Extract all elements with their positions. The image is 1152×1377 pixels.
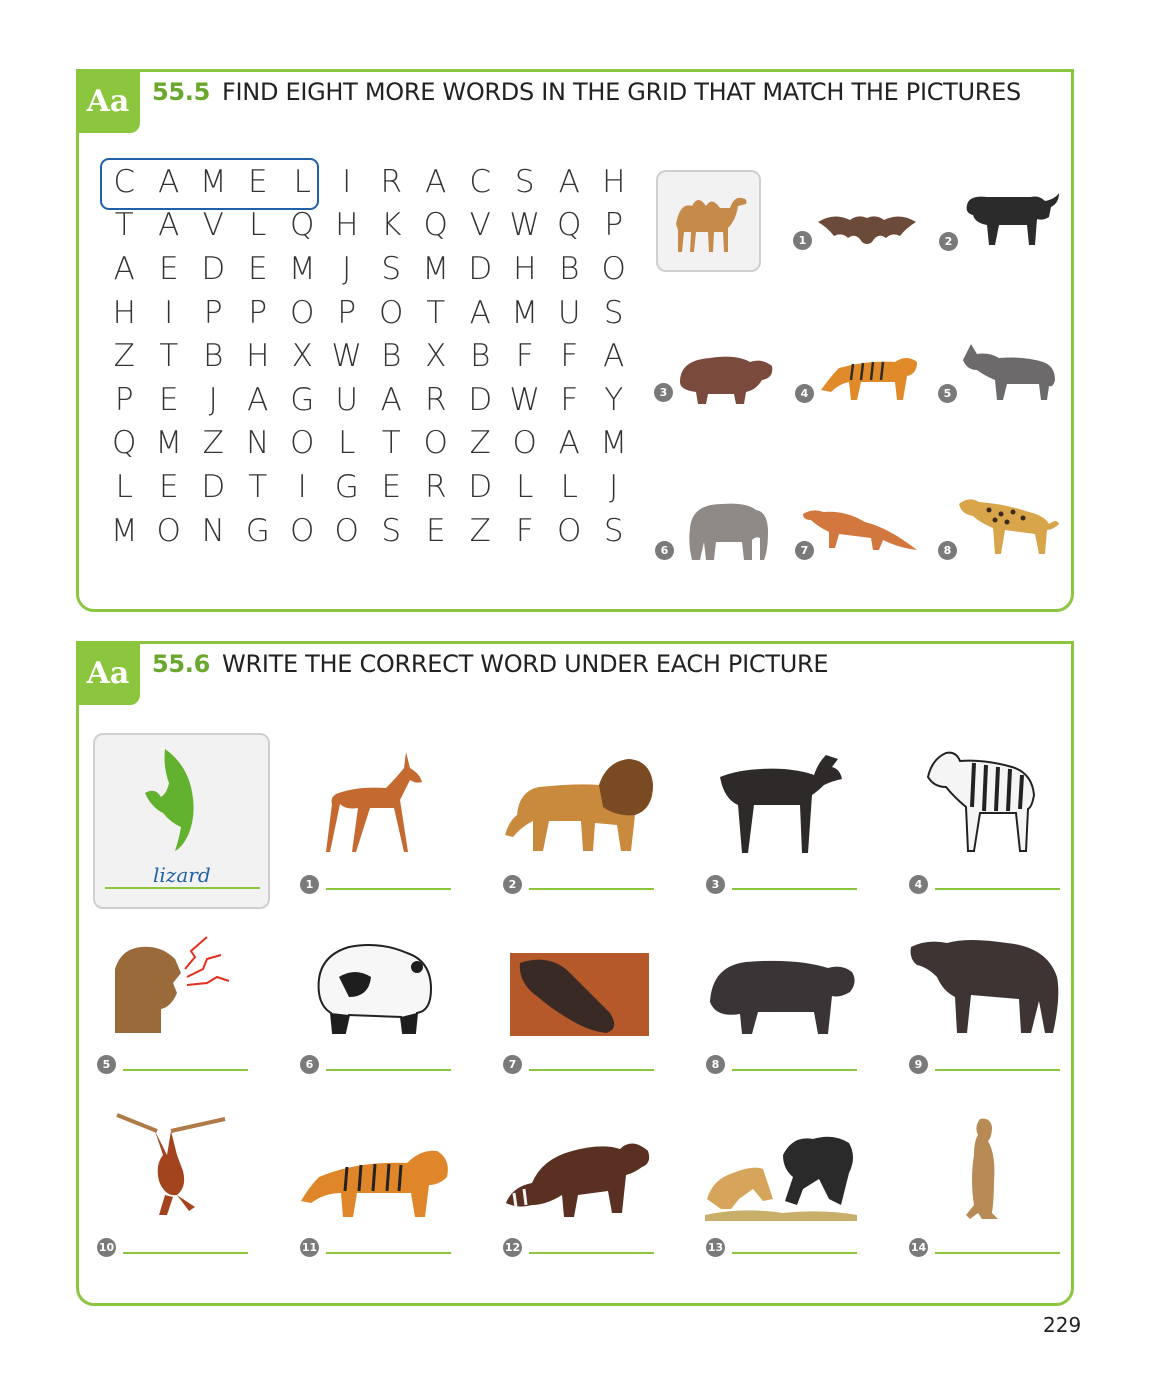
item-number-4: 4: [909, 875, 928, 894]
grid-letter[interactable]: H: [335, 207, 359, 244]
answer-line-6[interactable]: [326, 1069, 451, 1071]
exercise-title: [152, 650, 828, 678]
grid-letter[interactable]: T: [381, 425, 401, 462]
answer-line-12[interactable]: [529, 1252, 654, 1254]
grid-row: [102, 247, 636, 291]
grid-letter[interactable]: A: [113, 250, 135, 287]
grid-letter[interactable]: S: [381, 250, 402, 287]
moose-icon: [714, 751, 846, 857]
grid-letter[interactable]: S: [514, 163, 535, 200]
answer-line-10[interactable]: [123, 1252, 248, 1254]
grid-letter[interactable]: E: [158, 381, 179, 418]
grid-letter[interactable]: L: [560, 468, 578, 505]
grid-row: [102, 334, 636, 378]
zebra-icon: [924, 747, 1040, 855]
grid-letter[interactable]: W: [509, 207, 541, 244]
grid-letter[interactable]: E: [247, 250, 268, 287]
grid-letter[interactable]: F: [515, 338, 534, 375]
lion-icon: [499, 751, 657, 859]
grid-letter[interactable]: G: [290, 381, 315, 418]
grid-letter[interactable]: E: [425, 512, 446, 549]
item-number-2: 2: [503, 875, 522, 894]
grid-letter[interactable]: E: [247, 163, 268, 200]
grid-letter[interactable]: T: [159, 338, 179, 375]
item-number-12: 12: [503, 1238, 522, 1257]
grid-letter[interactable]: J: [208, 381, 218, 418]
grid-letter[interactable]: L: [249, 207, 267, 244]
grid-letter[interactable]: I: [164, 294, 174, 331]
grid-letter[interactable]: H: [246, 338, 270, 375]
buffalo-icon: [959, 189, 1063, 249]
grid-letter[interactable]: G: [245, 512, 270, 549]
grid-letter[interactable]: O: [423, 425, 448, 462]
grid-letter[interactable]: G: [334, 468, 359, 505]
grid-letter[interactable]: P: [337, 294, 357, 331]
grid-row: [102, 291, 636, 335]
grid-letter[interactable]: L: [115, 468, 133, 505]
grid-letter[interactable]: S: [603, 512, 624, 549]
grid-letter[interactable]: A: [469, 294, 491, 331]
grid-letter[interactable]: A: [380, 381, 402, 418]
grid-letter[interactable]: O: [334, 512, 359, 549]
item-number-3: 3: [706, 875, 725, 894]
grid-letter[interactable]: Z: [113, 338, 135, 375]
grid-letter[interactable]: N: [246, 425, 270, 462]
answer-line-5[interactable]: [123, 1069, 248, 1071]
item-number-9: 9: [909, 1055, 928, 1074]
grid-letter[interactable]: O: [601, 250, 626, 287]
grid-letter[interactable]: D: [468, 468, 493, 505]
answer-line-8[interactable]: [732, 1069, 857, 1071]
grid-letter[interactable]: M: [511, 294, 539, 331]
lion-hunting-buffalo-icon: [703, 1129, 859, 1221]
grid-letter[interactable]: T: [426, 294, 446, 331]
picture-number-6: 6: [655, 541, 674, 560]
grid-letter[interactable]: U: [557, 294, 581, 331]
wolf-icon: [959, 340, 1059, 404]
grid-letter[interactable]: O: [512, 425, 537, 462]
answer-line-4[interactable]: [935, 888, 1060, 890]
exercise-number: 55.6: [152, 650, 211, 678]
answer-line-11[interactable]: [326, 1252, 451, 1254]
grid-letter[interactable]: Z: [202, 425, 224, 462]
grid-letter[interactable]: P: [604, 207, 624, 244]
grid-letter[interactable]: H: [513, 250, 537, 287]
grid-letter[interactable]: X: [291, 338, 313, 375]
grid-letter[interactable]: M: [422, 250, 450, 287]
grid-row: [102, 509, 636, 553]
vocabulary-badge: Aa: [76, 641, 140, 705]
grid-letter[interactable]: E: [158, 250, 179, 287]
grid-letter[interactable]: Z: [469, 512, 491, 549]
grid-letter[interactable]: A: [425, 163, 447, 200]
exercise-instruction: FIND EIGHT MORE WORDS IN THE GRID THAT MATCH THE PICTURES: [222, 78, 1021, 106]
vocabulary-badge: Aa: [76, 69, 140, 133]
grid-letter[interactable]: M: [155, 425, 183, 462]
example-answer: lizard: [153, 863, 211, 887]
grid-letter[interactable]: D: [201, 468, 226, 505]
picture-number-1: 1: [793, 231, 812, 250]
grid-letter[interactable]: L: [516, 468, 534, 505]
grid-letter[interactable]: M: [600, 425, 628, 462]
answer-line-1[interactable]: [326, 888, 451, 890]
item-number-7: 7: [503, 1055, 522, 1074]
grid-letter[interactable]: F: [560, 338, 579, 375]
grid-letter[interactable]: R: [424, 381, 447, 418]
grid-letter[interactable]: A: [558, 425, 580, 462]
picture-number-4: 4: [795, 384, 814, 403]
grid-letter[interactable]: C: [469, 163, 492, 200]
grid-letter[interactable]: B: [381, 338, 402, 375]
roaring-lion-icon: [111, 929, 231, 1037]
exercise-55-6-panel: [76, 641, 1074, 1306]
grid-row: [102, 378, 636, 422]
grid-row: [102, 204, 636, 248]
grid-letter[interactable]: E: [381, 468, 402, 505]
grid-letter[interactable]: O: [290, 425, 315, 462]
grid-letter[interactable]: S: [381, 512, 402, 549]
raccoon-icon: [502, 1133, 654, 1221]
grid-letter[interactable]: A: [158, 163, 180, 200]
answer-line-9[interactable]: [935, 1069, 1060, 1071]
example-lizard-card: [93, 733, 270, 909]
item-number-8: 8: [706, 1055, 725, 1074]
grid-letter[interactable]: D: [468, 381, 493, 418]
hippopotamus-icon: [676, 348, 776, 408]
grid-letter[interactable]: D: [201, 250, 226, 287]
grid-letter[interactable]: A: [247, 381, 269, 418]
page-number: 229: [1043, 1313, 1082, 1337]
grid-letter[interactable]: I: [297, 468, 307, 505]
grid-letter[interactable]: R: [380, 163, 403, 200]
answer-line-7[interactable]: [529, 1069, 654, 1071]
picture-number-2: 2: [939, 232, 958, 251]
grid-letter[interactable]: W: [331, 338, 363, 375]
answer-line-13[interactable]: [732, 1252, 857, 1254]
tiger-icon: [297, 1137, 453, 1221]
grid-letter[interactable]: R: [424, 468, 447, 505]
grid-letter[interactable]: V: [469, 207, 491, 244]
item-number-1: 1: [300, 875, 319, 894]
grid-letter[interactable]: Q: [290, 207, 315, 244]
grid-letter[interactable]: O: [379, 294, 404, 331]
answer-line-3[interactable]: [732, 888, 857, 890]
grid-letter[interactable]: F: [560, 381, 579, 418]
grid-letter[interactable]: K: [381, 207, 402, 244]
grid-letter[interactable]: Q: [557, 207, 582, 244]
grid-letter[interactable]: A: [603, 338, 625, 375]
jaguar-icon: [955, 494, 1063, 558]
grid-letter[interactable]: J: [342, 250, 352, 287]
item-number-5: 5: [97, 1055, 116, 1074]
gazelle-icon: [316, 748, 434, 856]
grid-letter[interactable]: A: [558, 163, 580, 200]
elephant-icon: [682, 498, 774, 564]
bat-icon: [814, 206, 920, 256]
example-camel-card: [656, 170, 761, 272]
exercise-instruction: WRITE THE CORRECT WORD UNDER EACH PICTURE: [222, 650, 829, 678]
grid-letter[interactable]: O: [557, 512, 582, 549]
grid-letter[interactable]: B: [559, 250, 580, 287]
grid-row: [102, 422, 636, 466]
grid-letter[interactable]: O: [290, 512, 315, 549]
mole-burrow-picture: [510, 953, 649, 1036]
example-answer-line: [105, 887, 260, 889]
grid-letter[interactable]: Q: [423, 207, 448, 244]
grid-letter[interactable]: H: [602, 163, 626, 200]
grid-letter[interactable]: L: [338, 425, 356, 462]
mongoose-icon: [799, 504, 921, 556]
grid-letter[interactable]: X: [425, 338, 447, 375]
grid-letter[interactable]: T: [114, 207, 134, 244]
grid-letter[interactable]: Z: [469, 425, 491, 462]
picture-number-3: 3: [654, 383, 673, 402]
panda-icon: [309, 937, 437, 1037]
grid-letter[interactable]: M: [288, 250, 316, 287]
grid-letter[interactable]: O: [290, 294, 315, 331]
grid-letter[interactable]: J: [609, 468, 619, 505]
item-number-14: 14: [909, 1238, 928, 1257]
exercise-55-5-panel: [76, 69, 1074, 612]
grid-letter[interactable]: W: [509, 381, 541, 418]
camel-icon: [658, 172, 759, 270]
answer-line-14[interactable]: [935, 1252, 1060, 1254]
answer-line-2[interactable]: [529, 888, 654, 890]
grid-letter[interactable]: C: [113, 163, 136, 200]
lizard-icon: [135, 743, 225, 853]
grid-letter[interactable]: N: [201, 512, 225, 549]
grid-letter[interactable]: I: [342, 163, 352, 200]
grid-letter[interactable]: B: [203, 338, 224, 375]
grid-letter[interactable]: S: [603, 294, 624, 331]
grid-row: [102, 465, 636, 509]
tiger-icon: [817, 350, 921, 404]
word-search-grid: [102, 160, 636, 552]
grid-letter[interactable]: M: [199, 163, 227, 200]
item-number-6: 6: [300, 1055, 319, 1074]
grid-row: [102, 160, 636, 204]
meerkat-icon: [962, 1115, 1006, 1221]
exercise-title: [152, 78, 1021, 106]
grid-letter[interactable]: A: [158, 207, 180, 244]
grid-letter[interactable]: T: [248, 468, 268, 505]
item-number-10: 10: [97, 1238, 116, 1257]
grid-letter[interactable]: O: [156, 512, 181, 549]
grid-letter[interactable]: E: [158, 468, 179, 505]
exercise-number: 55.5: [152, 78, 211, 106]
item-number-13: 13: [706, 1238, 725, 1257]
picture-number-5: 5: [938, 384, 957, 403]
grid-letter[interactable]: U: [335, 381, 359, 418]
tapir-icon: [907, 937, 1065, 1037]
picture-number-7: 7: [795, 541, 814, 560]
grid-letter[interactable]: V: [202, 207, 224, 244]
grid-letter[interactable]: P: [114, 381, 134, 418]
grid-letter[interactable]: Q: [112, 425, 137, 462]
mole-icon: [510, 953, 649, 1036]
grid-letter[interactable]: M: [110, 512, 138, 549]
grid-letter[interactable]: Y: [604, 381, 624, 418]
picture-number-8: 8: [938, 541, 957, 560]
grid-letter[interactable]: P: [203, 294, 223, 331]
item-number-11: 11: [300, 1238, 319, 1257]
grid-letter[interactable]: D: [468, 250, 493, 287]
orangutan-icon: [115, 1111, 229, 1219]
grid-letter[interactable]: H: [112, 294, 136, 331]
grid-letter[interactable]: P: [248, 294, 268, 331]
yak-icon: [706, 952, 860, 1038]
grid-letter[interactable]: F: [515, 512, 534, 549]
grid-letter[interactable]: L: [293, 163, 311, 200]
grid-letter[interactable]: B: [470, 338, 491, 375]
